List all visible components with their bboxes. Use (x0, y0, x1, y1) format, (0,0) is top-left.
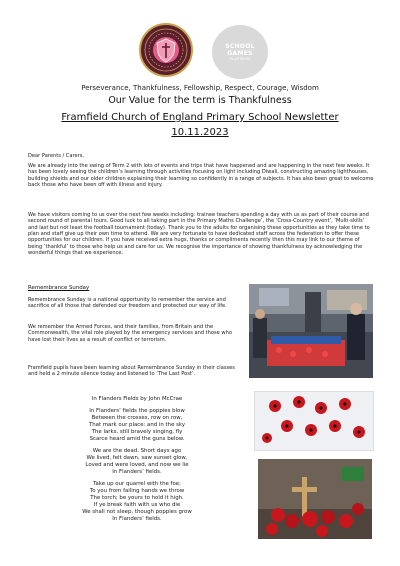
poem-stanza-2 (64, 448, 210, 476)
poem-line: The torch; be yours to hold it high. (90, 495, 184, 501)
newsletter-date: 10.11.2023 (171, 127, 229, 138)
letter-paragraph-2: We have visitors coming to us over the next few weeks including: trainee teachers spending a day with us as part of their course and second round of parental tours. Good luck to all taking part in the Primary Maths Challenge’, the ‘Cross-Country event’, ‘Multi-skills’ and last but not least the football tournament (today). Thank you to the adults for organising these opportunities as they take time to plan and staff give up their own time to attend. We are very fortunate to have dedicated staff across the federation to offer these opportunities for our children. If you have received extra hugs, thanks or compliments recently then this may link to our theme of being ‘thankful’ to those who help us and care for us. We recognise the importance of showing thankfulness by acknowledging the wonderful things that we experience. (28, 212, 370, 257)
poppy-craft-image (258, 459, 372, 539)
poppy-wall-display-photo (254, 391, 374, 451)
poem-line: We lived, felt dawn, saw sunset glow, (86, 455, 188, 461)
poppy-wall-image (255, 392, 373, 450)
poem-line: In Flanders’ fields the poppies blow (89, 408, 185, 414)
badge-line-platinum: PLATINUM (229, 56, 251, 61)
poem-line: In Flanders’ fields. (112, 469, 162, 475)
remembrance-paragraph-3: Framfield pupils have been learning about Remembrance Sunday in their classes and held a 2 minute silence today and listened to ‘The Last Post’. (28, 365, 235, 378)
badge-line-games: GAMES (227, 49, 253, 57)
crest-icon (141, 25, 191, 75)
school-values: Perseverance, Thankfulness, Fellowship, Respect, Courage, Wisdom (81, 84, 319, 92)
letter-greeting: Dear Parents / Carers, (28, 153, 84, 159)
poppy-craft-cross-photo (258, 459, 372, 539)
poem-line: We shall not sleep, though poppies grow (82, 509, 192, 515)
school-crest-logo (139, 23, 193, 77)
poppy-appeal-stall-photo (249, 284, 373, 378)
remembrance-heading: Remembrance Sunday (28, 285, 90, 291)
poem-title: In Flanders Fields by John McCrae (91, 396, 183, 402)
remembrance-paragraph-1: Remembrance Sunday is a national opportunity to remember the service and sacrifice of all those that defended our freedom and protected our way of life. (28, 297, 227, 310)
poem-line: If ye break faith with us who die (93, 502, 181, 508)
badge-line-school: SCHOOL (225, 42, 255, 50)
letter-paragraph-1: We are already into the swing of Term 2 with lots of events and trips that have happened and are happening in the next few weeks. It has been lovely seeing the children’s learning through activities focusing on light including Diwali, constructing amazing lighthouses, building shields and our older children explaining their learning so confidently in a range of subjects. It has also been great to welcome back those who have been off with illness and injury. (28, 163, 374, 189)
poem-line: Take up our quarrel with the foe; (93, 481, 181, 487)
term-value: Our Value for the term is Thankfulness (108, 95, 292, 106)
poem-stanza-1 (64, 408, 210, 443)
newsletter-title: Framfield Church of England Primary School Newsletter (61, 112, 339, 123)
school-games-platinum-badge (212, 25, 268, 79)
poem-line: Between the crosses, row on row, (91, 415, 183, 421)
poem (64, 396, 210, 528)
poem-line: The larks, still bravely singing, fly (91, 429, 183, 435)
remembrance-paragraph-2: We remember the Armed Forces, and their families, from Britain and the Commonwealth, the vital role played by the emergency services and those who have lost their lives as a result of conflict or terrorism. (28, 324, 232, 343)
poem-line: That mark our place: and in the sky (88, 422, 186, 428)
stall-photo-image (249, 284, 373, 378)
poem-line: In Flanders’ fields. (112, 516, 162, 522)
poem-line: We are the dead. Short days ago (92, 448, 182, 454)
poem-stanza-3 (64, 481, 210, 523)
poem-line: To you from failing hands we throw (89, 488, 185, 494)
poem-line: Scarce heard amid the guns below. (89, 436, 185, 442)
poem-line: Loved and were loved, and now we lie (85, 462, 189, 468)
